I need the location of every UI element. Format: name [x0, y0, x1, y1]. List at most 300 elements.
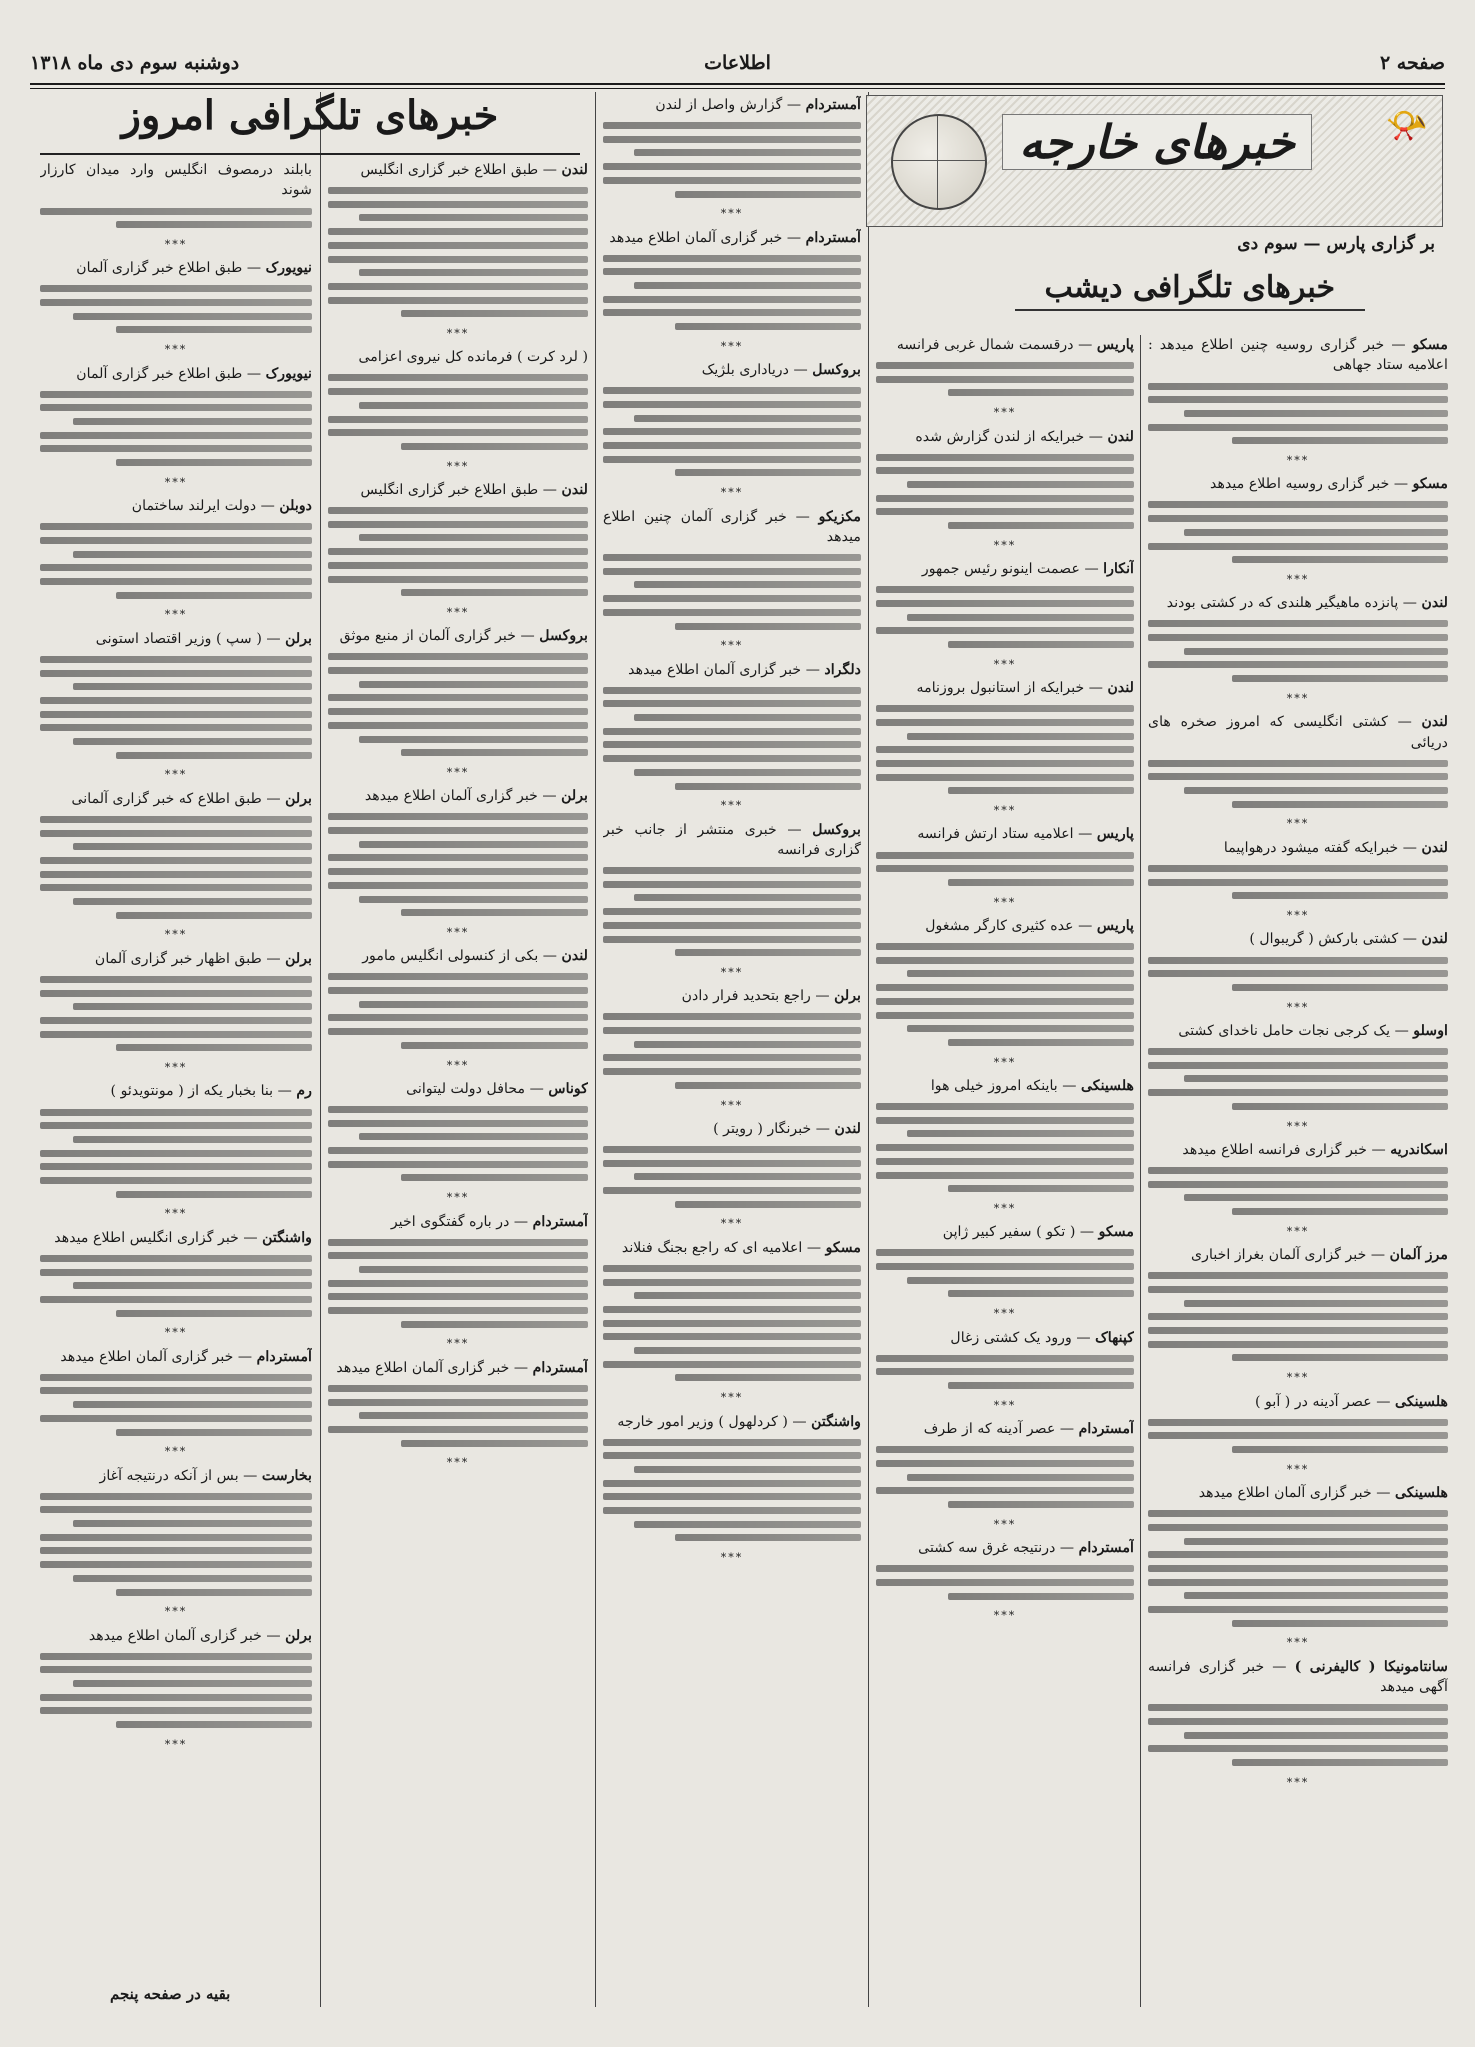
news-item: آمستردام — درنتیجه غرق سه کشتی — [876, 1538, 1134, 1599]
text-line — [116, 1044, 312, 1051]
text-line — [1148, 515, 1448, 522]
text-line — [948, 1039, 1134, 1046]
text-line — [40, 670, 312, 677]
text-line — [40, 299, 312, 306]
separator-stars: *** — [720, 486, 744, 500]
text-line — [328, 228, 588, 235]
text-line — [359, 402, 588, 409]
news-text: خبر گزاری فرانسه آگهی میدهد — [1148, 1658, 1448, 1696]
separator-stars: *** — [164, 1737, 188, 1751]
masthead — [30, 52, 1445, 82]
dateline: آمستردام — [805, 229, 861, 246]
text-line — [359, 1412, 588, 1419]
text-line — [603, 687, 861, 694]
news-item: مرز آلمان — خبر گزاری آلمان بغراز اخباری — [1148, 1245, 1448, 1361]
text-line — [876, 1103, 1134, 1110]
dateline: برلن — [285, 950, 312, 967]
separator-stars: *** — [164, 1207, 188, 1221]
masthead-rule — [30, 83, 1445, 85]
dateline: آمستردام — [256, 1348, 312, 1365]
text-line — [1184, 1538, 1448, 1545]
news-text: راجع بتحدید فرار دادن — [681, 988, 811, 1005]
news-text: خبر گزاری فرانسه اطلاع میدهد — [1182, 1141, 1367, 1158]
text-line — [1148, 383, 1448, 390]
text-line — [1148, 620, 1448, 627]
text-line — [634, 714, 861, 721]
dateline: مسکو — [825, 1239, 861, 1256]
text-line — [876, 467, 1134, 474]
separator-stars: *** — [164, 608, 188, 622]
dateline: هلسینکی — [1394, 1485, 1448, 1502]
body-text-lines — [876, 1103, 1134, 1192]
news-text: کشتی انگلیسی که امروز صخره های دریائی — [1148, 714, 1448, 751]
text-line — [116, 1429, 312, 1436]
news-item: لندن — پانزده ماهیگیر هلندی که در کشتی بودند — [1148, 593, 1448, 682]
news-text: درقسمت شمال غربی فرانسه — [896, 337, 1074, 353]
body-text-lines — [328, 1239, 588, 1328]
news-item: آمستردام — عصر آدینه که از طرف — [876, 1419, 1134, 1508]
text-line — [359, 1001, 588, 1008]
text-line — [40, 1666, 312, 1673]
text-line — [603, 1333, 861, 1340]
text-line — [1232, 675, 1448, 682]
text-line — [876, 1263, 1134, 1270]
dateline: مرز آلمان — [1389, 1247, 1448, 1264]
page-number: صفحه ۲ — [1379, 52, 1445, 74]
text-line — [328, 1106, 588, 1113]
separator-stars: *** — [1286, 1119, 1310, 1133]
text-line — [40, 1506, 312, 1513]
separator-stars: *** — [993, 804, 1017, 818]
separator-stars: *** — [1286, 691, 1310, 705]
dateline: بخارست — [261, 1467, 312, 1484]
dateline: برلن — [285, 630, 312, 647]
text-line — [1232, 556, 1448, 563]
text-line — [73, 1575, 312, 1582]
text-line — [1184, 1592, 1448, 1599]
text-line — [40, 404, 312, 411]
body-text-lines — [328, 507, 588, 596]
text-line — [40, 1150, 312, 1157]
text-line — [876, 1487, 1134, 1494]
news-item: نیویورک — طبق اطلاع خبر گزاری آلمان — [40, 258, 312, 333]
text-line — [1148, 1432, 1448, 1439]
newspaper-name: اطلاعات — [704, 52, 771, 74]
news-item: واشنگتن — ( کردلهول ) وزیر امور خارجه — [603, 1412, 861, 1542]
dateline: دوبلن — [279, 498, 312, 515]
news-item: لندن — خبرایکه از استانبول بروزنامه — [876, 678, 1134, 794]
text-line — [1148, 1181, 1448, 1188]
news-item: رم — بنا بخبار یکه از ( مونتویدئو ) — [40, 1081, 312, 1197]
separator-stars: *** — [720, 1217, 744, 1231]
text-line — [116, 326, 312, 333]
text-line — [876, 600, 1134, 607]
text-line — [1148, 879, 1448, 886]
text-line — [40, 1387, 312, 1394]
text-line — [1148, 760, 1448, 767]
text-line — [603, 908, 861, 915]
text-line — [876, 1355, 1134, 1362]
text-line — [603, 1160, 861, 1167]
dateline: لندن — [561, 482, 588, 498]
body-text-lines — [876, 943, 1134, 1046]
news-item: آمستردام — در باره گفتگوی اخیر — [328, 1212, 588, 1328]
text-line — [328, 297, 588, 304]
news-text: کشتی بارکش ( گریبوال ) — [1249, 931, 1399, 948]
text-line — [603, 1013, 861, 1020]
text-line — [73, 683, 312, 690]
dateline: بروکسل — [812, 362, 861, 379]
news-item: آمستردام — خبر گزاری آلمان اطلاع میدهد — [328, 1358, 588, 1447]
separator-stars: *** — [993, 1307, 1017, 1321]
text-line — [603, 936, 861, 943]
text-line — [359, 896, 588, 903]
dateline: مسکو — [1098, 1224, 1134, 1241]
text-line — [328, 868, 588, 875]
news-item: آمستردام — گزارش واصل از لندن — [603, 95, 861, 198]
text-line — [675, 323, 861, 330]
text-line — [328, 1161, 588, 1168]
news-item: پاریس — اعلامیه ستاد ارتش فرانسه — [876, 824, 1134, 885]
foreign-news-banner — [866, 95, 1443, 227]
separator-stars: *** — [446, 765, 470, 779]
news-text: بابلند درمصوف انگلیس وارد میدان کارزار شوند — [40, 162, 312, 199]
separator-stars: *** — [993, 657, 1017, 671]
separator-stars: *** — [164, 343, 188, 357]
text-line — [876, 1460, 1134, 1467]
text-line — [876, 719, 1134, 726]
text-line — [1148, 957, 1448, 964]
news-item: لندن — بکی از کنسولی انگلیس مامور — [328, 946, 588, 1049]
text-line — [876, 454, 1134, 461]
text-line — [1184, 1300, 1448, 1307]
text-line — [634, 769, 861, 776]
news-item: آمستردام — خبر گزاری آلمان اطلاع میدهد — [603, 228, 861, 331]
text-line — [1184, 529, 1448, 536]
text-line — [73, 843, 312, 850]
text-line — [73, 738, 312, 745]
separator-stars: *** — [446, 605, 470, 619]
text-line — [401, 1440, 588, 1447]
text-line — [876, 586, 1134, 593]
text-line — [1232, 1103, 1448, 1110]
column-divider — [320, 92, 321, 2007]
separator-stars: *** — [1286, 1224, 1310, 1238]
last-night-subhead: خبرهای تلگرافی دیشب — [1044, 270, 1335, 305]
separator-stars: *** — [164, 768, 188, 782]
news-text: خبرایکه از استانبول بروزنامه — [916, 680, 1085, 697]
dateline: پاریس — [1096, 826, 1134, 843]
dateline: آمستردام — [1078, 1421, 1134, 1438]
body-text-lines — [603, 122, 861, 197]
text-line — [40, 976, 312, 983]
text-line — [603, 428, 861, 435]
dateline: لندن — [1421, 595, 1448, 612]
body-text-lines — [328, 813, 588, 916]
text-line — [876, 998, 1134, 1005]
text-line — [40, 816, 312, 823]
text-line — [634, 415, 861, 422]
text-line — [328, 416, 588, 423]
news-item: بروکسل — خبر گزاری آلمان از منبع موثق — [328, 626, 588, 756]
text-line — [1148, 1745, 1448, 1752]
text-line — [948, 787, 1134, 794]
body-text-lines — [40, 656, 312, 759]
text-line — [40, 1017, 312, 1024]
text-line — [603, 755, 861, 762]
separator-stars: *** — [993, 1517, 1017, 1531]
text-line — [876, 376, 1134, 383]
text-line — [1148, 1565, 1448, 1572]
separator-stars: *** — [164, 1326, 188, 1340]
text-line — [359, 214, 588, 221]
separator-stars: *** — [446, 1456, 470, 1470]
separator-stars: *** — [164, 1445, 188, 1459]
text-line — [1232, 437, 1448, 444]
text-line — [634, 149, 861, 156]
text-line — [603, 1068, 861, 1075]
text-line — [40, 1415, 312, 1422]
news-text: گزارش واصل از لندن — [655, 97, 783, 113]
text-line — [876, 627, 1134, 634]
news-item: مسکو — خبر گزاری روسیه اطلاع میدهد — [1148, 474, 1448, 563]
text-line — [328, 667, 588, 674]
text-line — [40, 1534, 312, 1541]
text-line — [876, 362, 1134, 369]
news-text: درنتیجه غرق سه کشتی — [918, 1540, 1056, 1557]
news-item: کوناس — محافل دولت لیتوانی — [328, 1079, 588, 1182]
text-line — [1148, 1089, 1448, 1096]
news-text: خبر گزاری آلمان اطلاع میدهد — [88, 1627, 262, 1644]
text-line — [1148, 1272, 1448, 1279]
text-line — [948, 1290, 1134, 1297]
text-line — [1232, 1446, 1448, 1453]
body-text-lines — [40, 523, 312, 598]
text-line — [328, 813, 588, 820]
text-line — [1148, 1524, 1448, 1531]
column-3 — [603, 95, 861, 2015]
news-text: عصر آدینه که از طرف — [923, 1421, 1056, 1438]
text-line — [40, 1561, 312, 1568]
news-text: خبر گزاری آلمان اطلاع میدهد — [60, 1348, 234, 1365]
text-line — [40, 1493, 312, 1500]
news-text: طبق اطلاع که خبر گزاری آلمانی — [71, 790, 262, 807]
text-line — [603, 177, 861, 184]
text-line — [116, 592, 312, 599]
text-line — [40, 564, 312, 571]
text-line — [675, 1201, 861, 1208]
text-line — [328, 1293, 588, 1300]
body-text-lines — [1148, 760, 1448, 808]
dateline: مسکو — [1412, 337, 1448, 353]
news-item: برلن — خبر گزاری آلمان اطلاع میدهد — [328, 786, 588, 916]
text-line — [328, 973, 588, 980]
separator-stars: *** — [1286, 817, 1310, 831]
separator-stars: *** — [446, 1191, 470, 1205]
dateline: لندن — [834, 1120, 861, 1137]
text-line — [328, 1120, 588, 1127]
dateline: پاریس — [1096, 337, 1134, 353]
dateline: آمستردام — [532, 1359, 588, 1376]
text-line — [73, 1520, 312, 1527]
text-line — [116, 912, 312, 919]
dateline: لندن — [1421, 714, 1448, 731]
text-line — [1148, 1313, 1448, 1320]
text-line — [328, 521, 588, 528]
text-line — [328, 242, 588, 249]
text-line — [40, 1122, 312, 1129]
text-line — [359, 534, 588, 541]
text-line — [603, 163, 861, 170]
dateline: آنکارا — [1103, 561, 1134, 578]
news-item — [40, 160, 312, 228]
text-line — [675, 1082, 861, 1089]
text-line — [603, 1361, 861, 1368]
separator-stars: *** — [164, 237, 188, 251]
column-2 — [876, 335, 1134, 2015]
news-item: سانتامونیکا ( کالیفرنی ) — خبر گزاری فرانسه آگهی میدهد — [1148, 1657, 1448, 1766]
foreign-news-title: خبرهای خارجه — [1002, 114, 1312, 170]
text-line — [675, 949, 861, 956]
text-line — [40, 1269, 312, 1276]
text-line — [907, 1474, 1134, 1481]
dateline: رم — [296, 1083, 312, 1100]
news-item: لندن — کشتی انگلیسی که امروز صخره های دریائی — [1148, 712, 1448, 808]
text-line — [40, 724, 312, 731]
text-line — [40, 1547, 312, 1554]
text-line — [328, 562, 588, 569]
dateline: واشنگتن — [811, 1413, 861, 1430]
text-line — [1148, 1579, 1448, 1586]
text-line — [907, 970, 1134, 977]
separator-stars: *** — [1286, 453, 1310, 467]
text-line — [1148, 1510, 1448, 1517]
body-text-lines — [876, 362, 1134, 396]
globe-icon — [891, 114, 987, 210]
separator-stars: *** — [993, 406, 1017, 420]
body-text-lines — [603, 1013, 861, 1088]
column-4 — [328, 160, 588, 2015]
separator-stars: *** — [164, 475, 188, 489]
text-line — [603, 122, 861, 129]
text-line — [359, 681, 588, 688]
text-line — [328, 653, 588, 660]
text-line — [40, 990, 312, 997]
text-line — [116, 752, 312, 759]
text-line — [328, 1239, 588, 1246]
text-line — [603, 1320, 861, 1327]
body-text-lines — [876, 454, 1134, 529]
text-line — [328, 694, 588, 701]
dateline: برلن — [285, 1627, 312, 1644]
body-text-lines — [1148, 1419, 1448, 1453]
separator-stars: *** — [720, 639, 744, 653]
news-text: خبر گزاری روسیه اطلاع میدهد — [1210, 476, 1390, 493]
body-text-lines — [1148, 865, 1448, 899]
issue-date: دوشنبه سوم دی ماه ۱۳۱۸ — [30, 52, 240, 74]
body-text-lines — [328, 1385, 588, 1447]
text-line — [603, 1493, 861, 1500]
text-line — [40, 1296, 312, 1303]
news-text: بنا بخبار یکه از ( مونتویدئو ) — [110, 1083, 274, 1100]
text-line — [1148, 970, 1448, 977]
body-text-lines — [40, 1109, 312, 1198]
separator-stars: *** — [164, 928, 188, 942]
text-line — [603, 1146, 861, 1153]
text-line — [876, 1117, 1134, 1124]
body-text-lines — [40, 1653, 312, 1728]
text-line — [603, 554, 861, 561]
separator-stars: *** — [993, 1398, 1017, 1412]
text-line — [603, 609, 861, 616]
text-line — [603, 1480, 861, 1487]
body-text-lines — [328, 973, 588, 1048]
column-divider — [868, 92, 869, 2007]
column-1 — [1148, 335, 1448, 2015]
body-text-lines — [603, 554, 861, 629]
text-line — [40, 1163, 312, 1170]
text-line — [116, 1589, 312, 1596]
news-text: طبق اطلاع خبر گزاری انگلیس — [360, 162, 539, 178]
body-text-lines — [1148, 383, 1448, 445]
dateline: کپنهاک — [1095, 1329, 1134, 1346]
text-line — [603, 1027, 861, 1034]
text-line — [73, 313, 312, 320]
body-text-lines — [328, 374, 588, 449]
body-text-lines — [1148, 620, 1448, 682]
text-line — [401, 443, 588, 450]
news-item: بروکسل — خبری منتشر از جانب خبر گزاری فرانسه — [603, 820, 861, 957]
text-line — [40, 1109, 312, 1116]
separator-stars: *** — [1286, 1000, 1310, 1014]
text-line — [328, 1307, 588, 1314]
news-text: خبر گزاری آلمان اطلاع میدهد — [336, 1359, 510, 1376]
dateline: آمستردام — [532, 1213, 588, 1230]
separator-stars: *** — [720, 799, 744, 813]
text-line — [40, 523, 312, 530]
news-item: پاریس — عده کثیری کارگر مشغول — [876, 916, 1134, 1046]
text-line — [876, 1144, 1134, 1151]
news-text: ( کردلهول ) وزیر امور خارجه — [617, 1413, 788, 1430]
news-text: خبری منتشر از جانب خبر گزاری فرانسه — [603, 821, 861, 858]
dateline: لندن — [1421, 931, 1448, 948]
body-text-lines — [40, 391, 312, 466]
text-line — [907, 1277, 1134, 1284]
news-text: باینکه امروز خیلی هوا — [930, 1078, 1058, 1094]
text-line — [40, 578, 312, 585]
news-text: خبرایکه گفته میشود درهواپیما — [1223, 839, 1399, 856]
body-text-lines — [603, 255, 861, 330]
text-line — [603, 1279, 861, 1286]
dateline: لندن — [561, 162, 588, 178]
text-line — [40, 1255, 312, 1262]
dateline: مکزیکو — [818, 508, 861, 525]
dateline: لندن — [1421, 839, 1448, 856]
body-text-lines — [1148, 1048, 1448, 1110]
text-line — [1148, 396, 1448, 403]
text-line — [876, 495, 1134, 502]
news-text: ورود یک کشتی زغال — [950, 1329, 1072, 1346]
body-text-lines — [40, 208, 312, 229]
text-line — [876, 1158, 1134, 1165]
separator-stars: *** — [446, 1337, 470, 1351]
news-text: عصر آدینه در ( آبو ) — [1255, 1393, 1372, 1410]
text-line — [40, 1374, 312, 1381]
text-line — [328, 882, 588, 889]
text-line — [948, 1185, 1134, 1192]
news-text: اعلامیه ستاد ارتش فرانسه — [917, 826, 1074, 843]
text-line — [603, 881, 861, 888]
